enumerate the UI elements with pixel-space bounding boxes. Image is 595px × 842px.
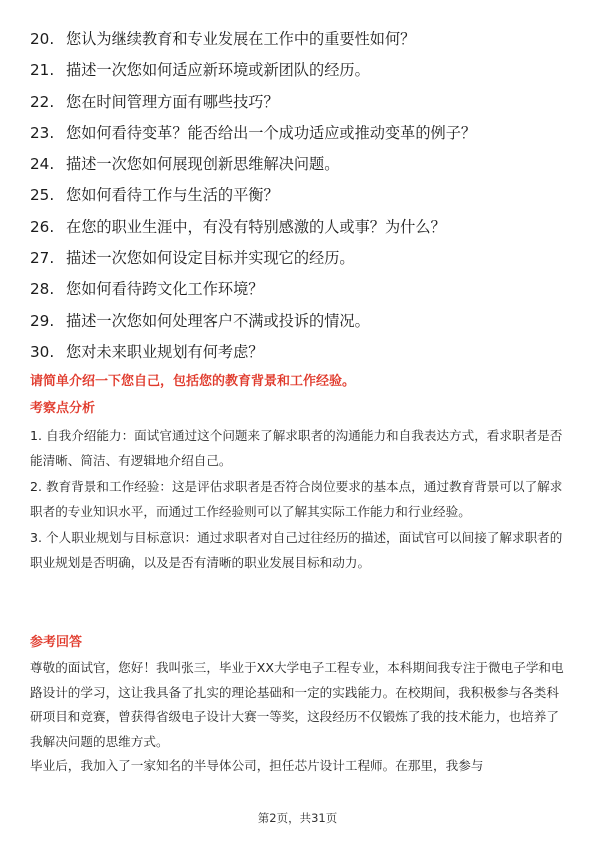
- list-item: [30, 59, 570, 90]
- analysis-body: [30, 424, 565, 576]
- answer-paragraph: 尊敬的面试官，您好！我叫张三，毕业于XX大学电子工程专业，本科期间我专注于微电子学和电路设计的学习，这让我具备了扎实的理论基础和一定的实践能力。在校期间，我积极参与各类科研项目和竞赛，曾获得省级电子设计大赛一等奖，这段经历不仅锻炼了我的技术能力，也培养了我解决问题的思维方式。: [30, 660, 564, 749]
- question-text: 您如何看待变革？能否给出一个成功适应或推动变革的例子？: [66, 123, 477, 142]
- answer-heading: 参考回答: [30, 635, 83, 650]
- list-item: [30, 184, 570, 215]
- list-item: [30, 153, 570, 184]
- question-text: 描述一次您如何展现创新思维解决问题。: [66, 155, 340, 174]
- question-number: 30.: [30, 342, 55, 361]
- question-number: 26.: [30, 217, 55, 236]
- analysis-item: 1. 自我介绍能力：面试官通过这个问题来了解求职者的沟通能力和自我表达方式，看求职者是否能清晰、简洁、有逻辑地介绍自己。: [30, 428, 563, 468]
- answer-paragraph: 毕业后，我加入了一家知名的半导体公司，担任芯片设计工程师。在那里，我参与: [30, 758, 484, 774]
- list-item: [30, 247, 570, 278]
- list-item: [30, 28, 570, 59]
- question-number: 22.: [30, 92, 55, 111]
- question-text: 在您的职业生涯中，有没有特别感激的人或事？为什么？: [66, 217, 446, 236]
- list-item: [30, 341, 570, 372]
- question-text: 您如何看待跨文化工作环境？: [66, 280, 264, 299]
- list-item: [30, 310, 570, 341]
- question-number: 28.: [30, 280, 55, 299]
- analysis-item: 2. 教育背景和工作经验：这是评估求职者是否符合岗位要求的基本点，通过教育背景可以了解求职者的专业知识水平，而通过工作经验则可以了解其实际工作能力和行业经验。: [30, 479, 563, 519]
- question-text: 您对未来职业规划有何考虑？: [66, 342, 264, 361]
- question-text: 描述一次您如何适应新环境或新团队的经历。: [66, 61, 370, 80]
- question-number: 24.: [30, 155, 55, 174]
- page-footer: 第2页，共31页: [257, 811, 338, 825]
- analysis-item: 3. 个人职业规划与目标意识：通过求职者对自己过往经历的描述，面试官可以间接了解求职者的职业规划是否明确，以及是否有清晰的职业发展目标和动力。: [30, 530, 563, 570]
- question-text: 您如何看待工作与生活的平衡？: [66, 186, 279, 205]
- list-item: [30, 216, 570, 247]
- list-item: [30, 122, 570, 153]
- question-number: 20.: [30, 30, 55, 48]
- question-text: 描述一次您如何处理客户不满或投诉的情况。: [66, 311, 370, 330]
- question-number: 27.: [30, 249, 55, 268]
- question-text: 您认为继续教育和专业发展在工作中的重要性如何？: [66, 30, 416, 48]
- question-number: 25.: [30, 186, 55, 205]
- question-list: [30, 28, 570, 372]
- question-text: 您在时间管理方面有哪些技巧？: [66, 92, 279, 111]
- list-item: [30, 91, 570, 122]
- analysis-heading: 考察点分析: [30, 401, 96, 416]
- question-text: 描述一次您如何设定目标并实现它的经历。: [66, 249, 355, 268]
- question-number: 29.: [30, 311, 55, 330]
- answer-body: [30, 656, 565, 779]
- list-item: [30, 278, 570, 309]
- featured-question: 请简单介绍一下您自己，包括您的教育背景和工作经验。: [30, 374, 356, 389]
- question-number: 21.: [30, 61, 55, 80]
- question-number: 23.: [30, 123, 55, 142]
